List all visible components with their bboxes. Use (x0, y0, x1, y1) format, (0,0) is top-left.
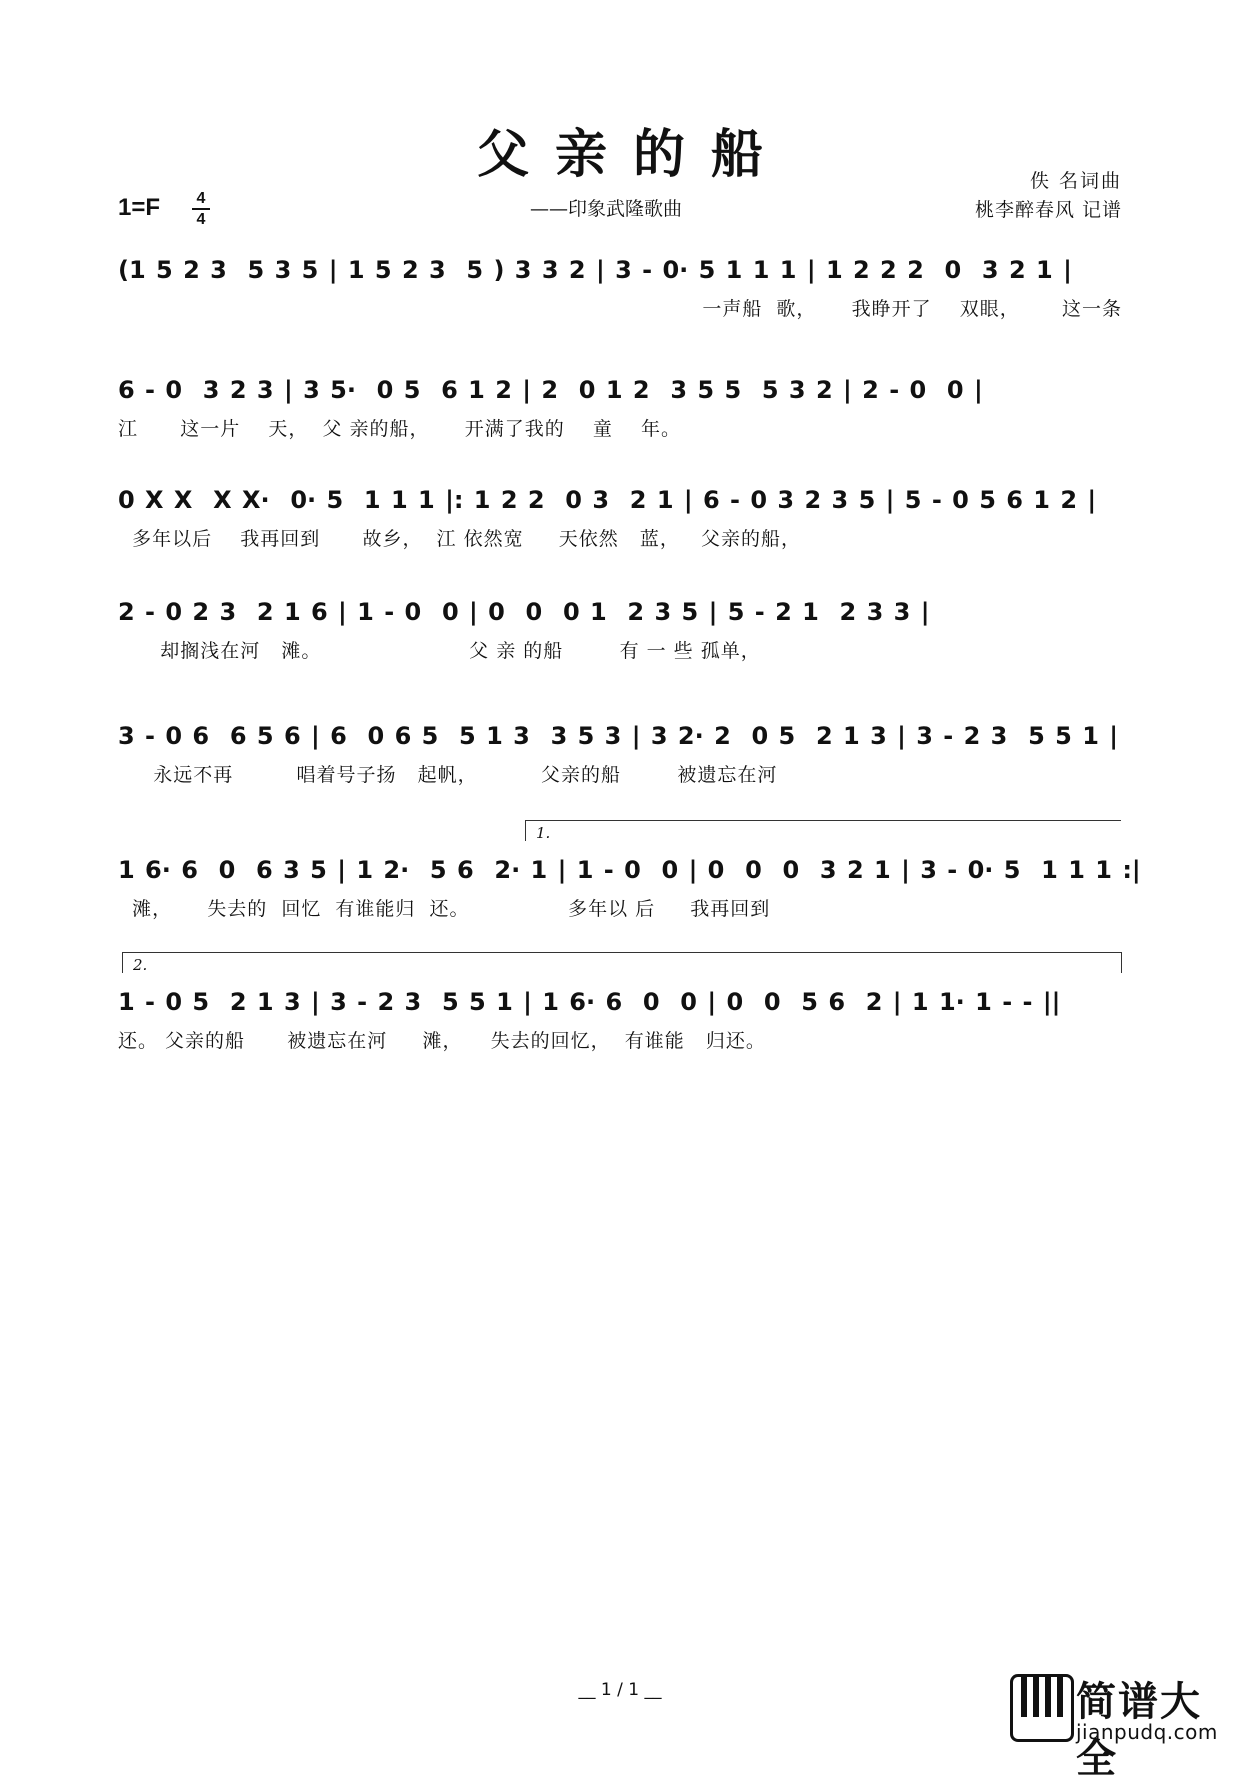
score-line-6 (0, 824, 1240, 1000)
second-ending-bracket: 2. (122, 952, 1122, 973)
piano-keys-icon (1010, 1674, 1074, 1742)
lyricist-composer-credit: 佚 名词曲 (1029, 170, 1122, 192)
page-number: __ 1 / 1 __ (578, 1680, 662, 1700)
lyric-line: 永远不再 唱着号子扬 起帆， 父亲的船 被遗忘在河 (118, 764, 778, 786)
notation-line: 2 - 0 2 3 2 1 6 | 1 - 0 0 | 0 0 0 1 2 3 5 | 5 - 2 1 2 3 3 | (118, 598, 930, 626)
first-ending-bracket: 1. (525, 820, 1121, 841)
site-logo (1010, 1668, 1232, 1782)
notation-line: (1 5 2 3 5 3 5 | 1 5 2 3 5 ) 3 3 2 | 3 - 0· 5 1 1 1 | 1 2 2 2 0 3 2 1 | (118, 256, 1072, 284)
notation-line: 6 - 0 3 2 3 | 3 5· 0 5 6 1 2 | 2 0 1 2 3 5 5 5 3 2 | 2 - 0 0 | (118, 376, 983, 404)
lyric-line: 一声船 歌， 我睁开了 双眼， 这一条 (702, 298, 1122, 320)
score-line-7 (0, 956, 1240, 1132)
notation-line: 1 - 0 5 2 1 3 | 3 - 2 3 5 5 1 | 1 6· 6 0 0 | 0 0 5 6 2 | 1 1· 1 - - || (118, 988, 1061, 1016)
notation-line: 1 6· 6 0 6 3 5 | 1 2· 5 6 2· 1 | 1 - 0 0 | 0 0 0 3 2 1 | 3 - 0· 5 1 1 1 :| (118, 856, 1141, 884)
key-signature: 1=F (118, 194, 161, 221)
transcriber-credit: 桃李醉春风 记谱 (974, 199, 1122, 221)
lyric-line: 多年以后 我再回到 故乡， 江 依然宽 天依然 蓝， 父亲的船， (118, 528, 802, 550)
time-signature (192, 190, 210, 228)
meter-top: 4 (196, 190, 206, 207)
song-title: 父亲的船 (476, 124, 789, 185)
lyric-line: 滩， 失去的 回忆 有谁能归 还。 多年以 后 我再回到 (118, 898, 771, 920)
logo-text: 简谱大全 (1076, 1679, 1202, 1782)
lyric-line: 却搁浅在河 滩。 父 亲 的船 有 一 些 孤单， (118, 640, 761, 662)
meter-bottom: 4 (196, 211, 206, 228)
meter-divider (192, 208, 210, 210)
score-line-5 (0, 716, 1240, 866)
logo-url: jianpudq.com (1076, 1720, 1218, 1744)
notation-line: 3 - 0 6 6 5 6 | 6 0 6 5 5 1 3 3 5 3 | 3 2· 2 0 5 2 1 3 | 3 - 2 3 5 5 1 | (118, 722, 1119, 750)
notation-line: 0 X X X X· 0· 5 1 1 1 |: 1 2 2 0 3 2 1 | 6 - 0 3 2 3 5 | 5 - 0 5 6 1 2 | (118, 486, 1097, 514)
song-subtitle: ——印象武隆歌曲 (530, 198, 683, 220)
lyric-line: 还。 父亲的船 被遗忘在河 滩， 失去的回忆， 有谁能 归还。 (118, 1030, 766, 1052)
lyric-line: 江 这一片 天， 父 亲的船， 开满了我的 童 年。 (118, 418, 682, 440)
